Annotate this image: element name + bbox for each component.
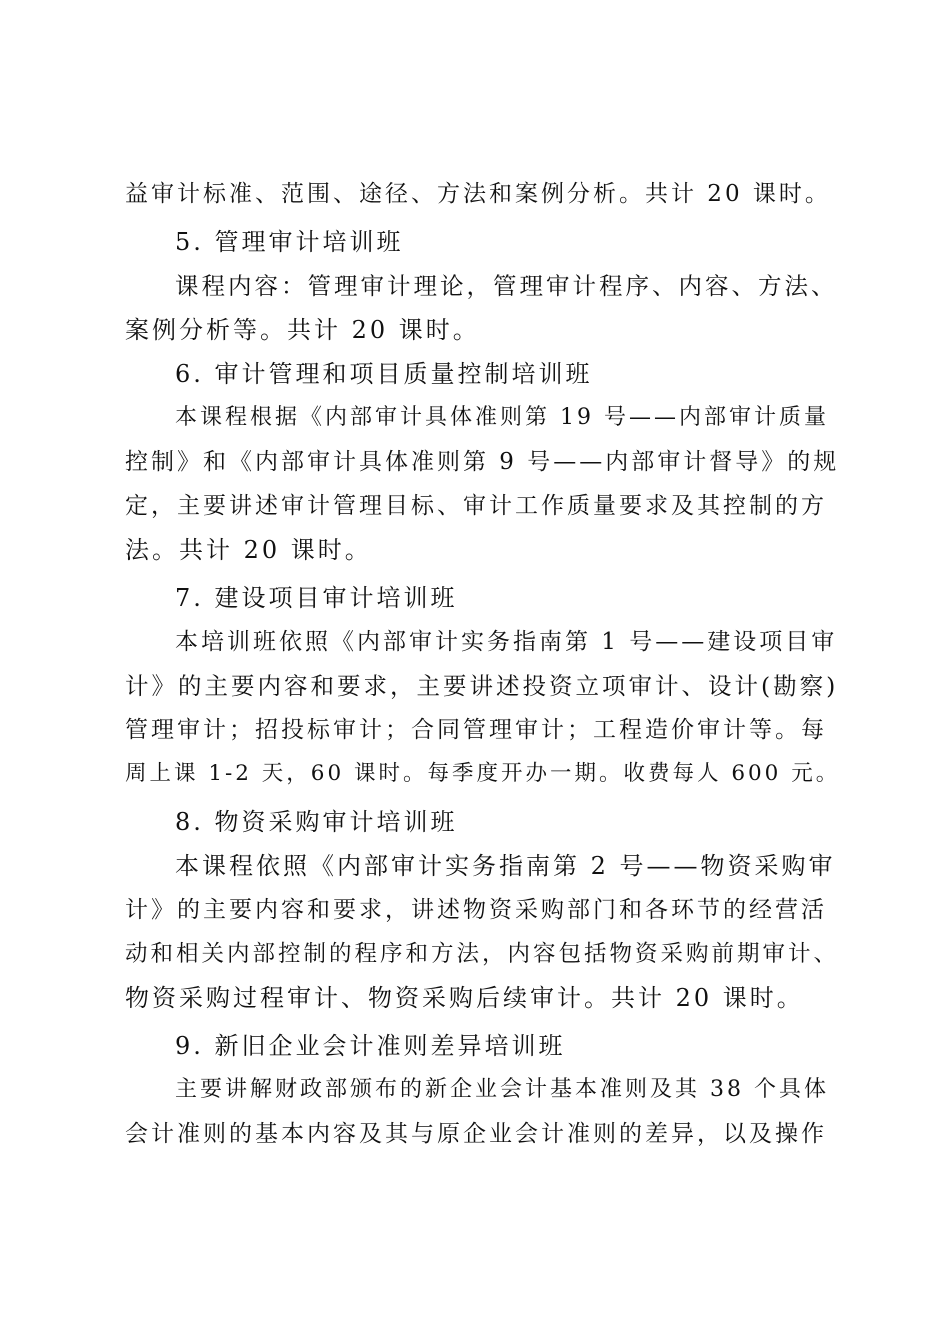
text-line-4: 案例分析等。共计 20 课时。 [125,316,480,344]
text-line-14: 周上课 1-2 天，60 课时。每季度开办一期。收费每人 600 元。 [125,761,841,786]
text-line-6: 本课程根据《内部审计具体准则第 19 号——内部审计质量 [175,405,829,430]
section-heading-9: 9. 新旧企业会计准则差异培训班 [175,1032,566,1060]
section-heading-8: 8. 物资采购审计培训班 [175,808,458,836]
text-line-3: 课程内容：管理审计理论，管理审计程序、内容、方法、 [175,272,838,300]
text-line-9: 法。共计 20 课时。 [125,536,372,564]
text-line-11: 本培训班依照《内部审计实务指南第 1 号——建设项目审 [175,629,838,655]
text-line-12: 计》的主要内容和要求，主要讲述投资立项审计、设计(勘察) [125,672,839,700]
text-line-19: 物资采购过程审计、物资采购后续审计。共计 20 课时。 [125,984,804,1012]
text-line-21: 主要讲解财政部颁布的新企业会计基本准则及其 38 个具体 [175,1077,829,1102]
text-line-17: 计》的主要内容和要求，讲述物资采购部门和各环节的经营活 [125,897,827,923]
text-line-13: 管理审计；招投标审计；合同管理审计；工程造价审计等。每 [125,717,827,743]
text-line-16: 本课程依照《内部审计实务指南第 2 号——物资采购审 [175,852,836,880]
section-heading-6: 6. 审计管理和项目质量控制培训班 [175,360,593,388]
text-line-18: 动和相关内部控制的程序和方法，内容包括物资采购前期审计、 [125,941,840,967]
section-heading-7: 7. 建设项目审计培训班 [175,584,458,612]
text-line-7: 控制》和《内部审计具体准则第 9 号——内部审计督导》的规 [125,449,840,475]
text-line-8: 定，主要讲述审计管理目标、审计工作质量要求及其控制的方 [125,493,827,519]
text-line-1: 益审计标准、范围、途径、方法和案例分析。共计 20 课时。 [125,181,831,207]
section-heading-5: 5. 管理审计培训班 [175,228,404,256]
text-line-22: 会计准则的基本内容及其与原企业会计准则的差异，以及操作 [125,1121,827,1147]
